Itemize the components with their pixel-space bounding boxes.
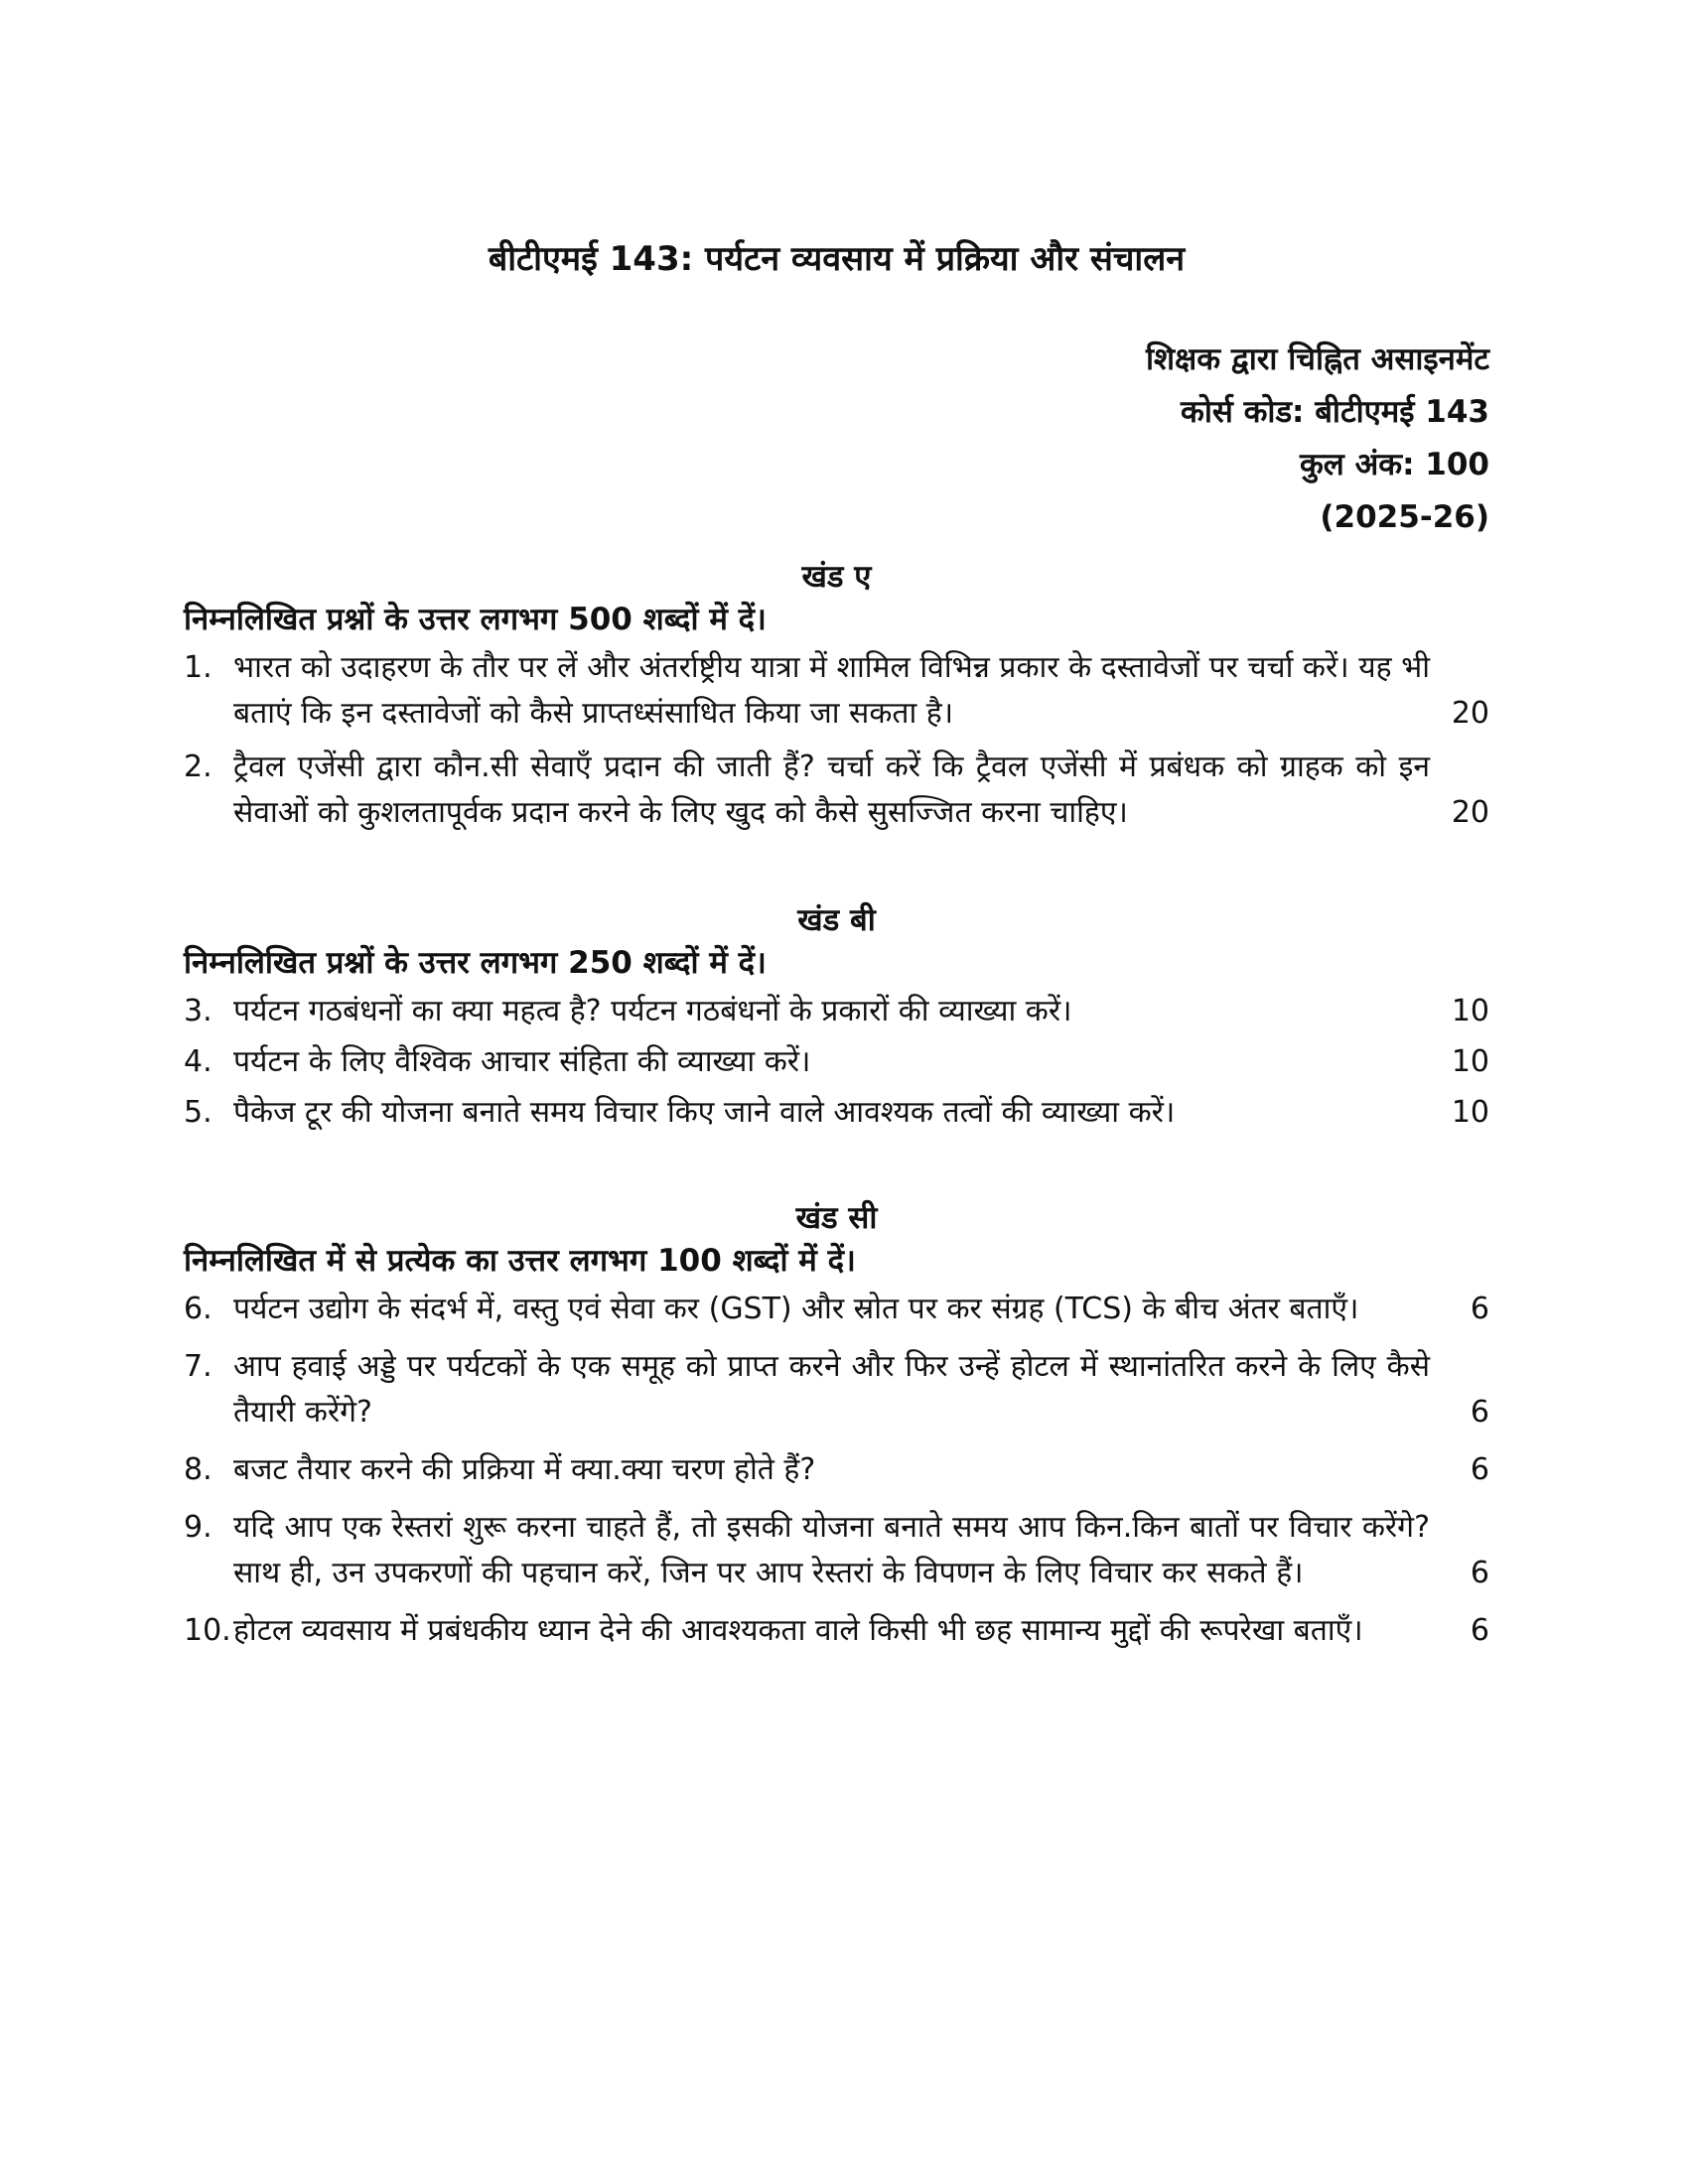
question-marks: 10 [1451, 1044, 1489, 1079]
question-text: यदि आप एक रेस्तरां शुरू करना चाहते हैं, तो इसकी योजना बनाते समय आप किन.किन बातों पर विचार करेंगे? साथ ही, उन उपकरणों की पहचान करें, जिन पर आप रेस्तरां के विपणन के लिए विचार कर सकते हैं। [233, 1510, 1430, 1590]
question-number: 10. [184, 1613, 231, 1648]
section-b-heading: खंड बी [797, 902, 876, 938]
question-row [184, 989, 1489, 1034]
section-a-questions [184, 645, 1489, 836]
section-c [184, 1197, 1489, 1654]
question-number: 5. [184, 1095, 212, 1130]
question-marks: 10 [1451, 1095, 1489, 1130]
question-text: होटल व्यवसाय में प्रबंधकीय ध्यान देने की आवश्यकता वाले किसी भी छह सामान्य मुद्दों की रूपरेखा बताएँ। [233, 1613, 1363, 1648]
question-number: 3. [184, 994, 212, 1028]
assignment-header [184, 334, 1489, 544]
question-number: 9. [184, 1510, 212, 1545]
question-text: पर्यटन उद्योग के संदर्भ में, वस्तु एवं सेवा कर (GST) और स्रोत पर कर संग्रह (TCS) के बीच अंतर बताएँ। [233, 1292, 1359, 1326]
question-marks: 20 [1451, 696, 1489, 731]
question-marks: 6 [1470, 1395, 1489, 1430]
section-c-heading: खंड सी [795, 1200, 878, 1236]
section-b-instruction: निम्नलिखित प्रश्नों के उत्तर लगभग 250 शब्दों में दें। [184, 945, 767, 981]
question-row [184, 1608, 1489, 1654]
question-number: 1. [184, 650, 212, 685]
header-course-code: कोर्स कोड: बीटीएमई 143 [1181, 394, 1489, 430]
page-title: बीटीएमई 143: पर्यटन व्यवसाय में प्रक्रिया और संचालन [488, 239, 1186, 279]
question-number: 2. [184, 750, 212, 784]
question-marks: 6 [1470, 1452, 1489, 1487]
question-marks: 6 [1470, 1613, 1489, 1648]
question-row [184, 1505, 1489, 1596]
question-number: 6. [184, 1292, 212, 1326]
question-row [184, 1090, 1489, 1136]
section-c-questions [184, 1287, 1489, 1654]
section-b-questions [184, 989, 1489, 1136]
question-marks: 10 [1451, 994, 1489, 1028]
question-text: आप हवाई अड्डे पर पर्यटकों के एक समूह को प्राप्त करने और फिर उन्हें होटल में स्थानांतरित करने के लिए कैसे तैयारी करेंगे? [233, 1349, 1430, 1430]
question-number: 4. [184, 1044, 212, 1079]
question-row [184, 1344, 1489, 1435]
question-row [184, 1287, 1489, 1332]
section-a-heading: खंड ए [801, 559, 872, 595]
question-text: भारत को उदाहरण के तौर पर लें और अंतर्राष्ट्रीय यात्रा में शामिल विभिन्न प्रकार के दस्तावेजों पर चर्चा करें। यह भी बताएं कि इन दस्तावेजों को कैसे प्राप्तध्संसाधित किया जा सकता है। [233, 650, 1430, 731]
question-text: बजट तैयार करने की प्रक्रिया में क्या.क्या चरण होते हैं? [233, 1452, 816, 1487]
section-c-instruction: निम्नलिखित में से प्रत्येक का उत्तर लगभग 100 शब्दों में दें। [184, 1243, 856, 1279]
header-total-marks: कुल अंक: 100 [1299, 447, 1489, 482]
question-number: 7. [184, 1349, 212, 1384]
question-text: पर्यटन के लिए वैश्विक आचार संहिता की व्याख्या करें। [233, 1044, 811, 1079]
question-text: पैकेज टूर की योजना बनाते समय विचार किए जाने वाले आवश्यक तत्वों की व्याख्या करें। [233, 1095, 1176, 1130]
section-a [184, 556, 1489, 836]
question-marks: 20 [1451, 795, 1489, 830]
header-session-year: (2025-26) [1320, 499, 1489, 535]
section-b [184, 899, 1489, 1136]
header-assignment-type: शिक्षक द्वारा चिह्नित असाइनमेंट [1145, 341, 1489, 377]
question-row [184, 1447, 1489, 1493]
question-marks: 6 [1470, 1292, 1489, 1326]
question-row [184, 745, 1489, 836]
question-number: 8. [184, 1452, 212, 1487]
section-a-instruction: निम्नलिखित प्रश्नों के उत्तर लगभग 500 शब्दों में दें। [184, 602, 767, 637]
question-marks: 6 [1470, 1556, 1489, 1590]
question-row [184, 645, 1489, 737]
question-row [184, 1039, 1489, 1085]
question-text: ट्रैवल एजेंसी द्वारा कौन.सी सेवाएँ प्रदान की जाती हैं? चर्चा करें कि ट्रैवल एजेंसी में प्रबंधक को ग्राहक को इन सेवाओं को कुशलतापूर्वक प्रदान करने के लिए खुद को कैसे सुसज्जित करना चाहिए। [233, 750, 1430, 830]
question-text: पर्यटन गठबंधनों का क्या महत्व है? पर्यटन गठबंधनों के प्रकारों की व्याख्या करें। [233, 994, 1072, 1028]
